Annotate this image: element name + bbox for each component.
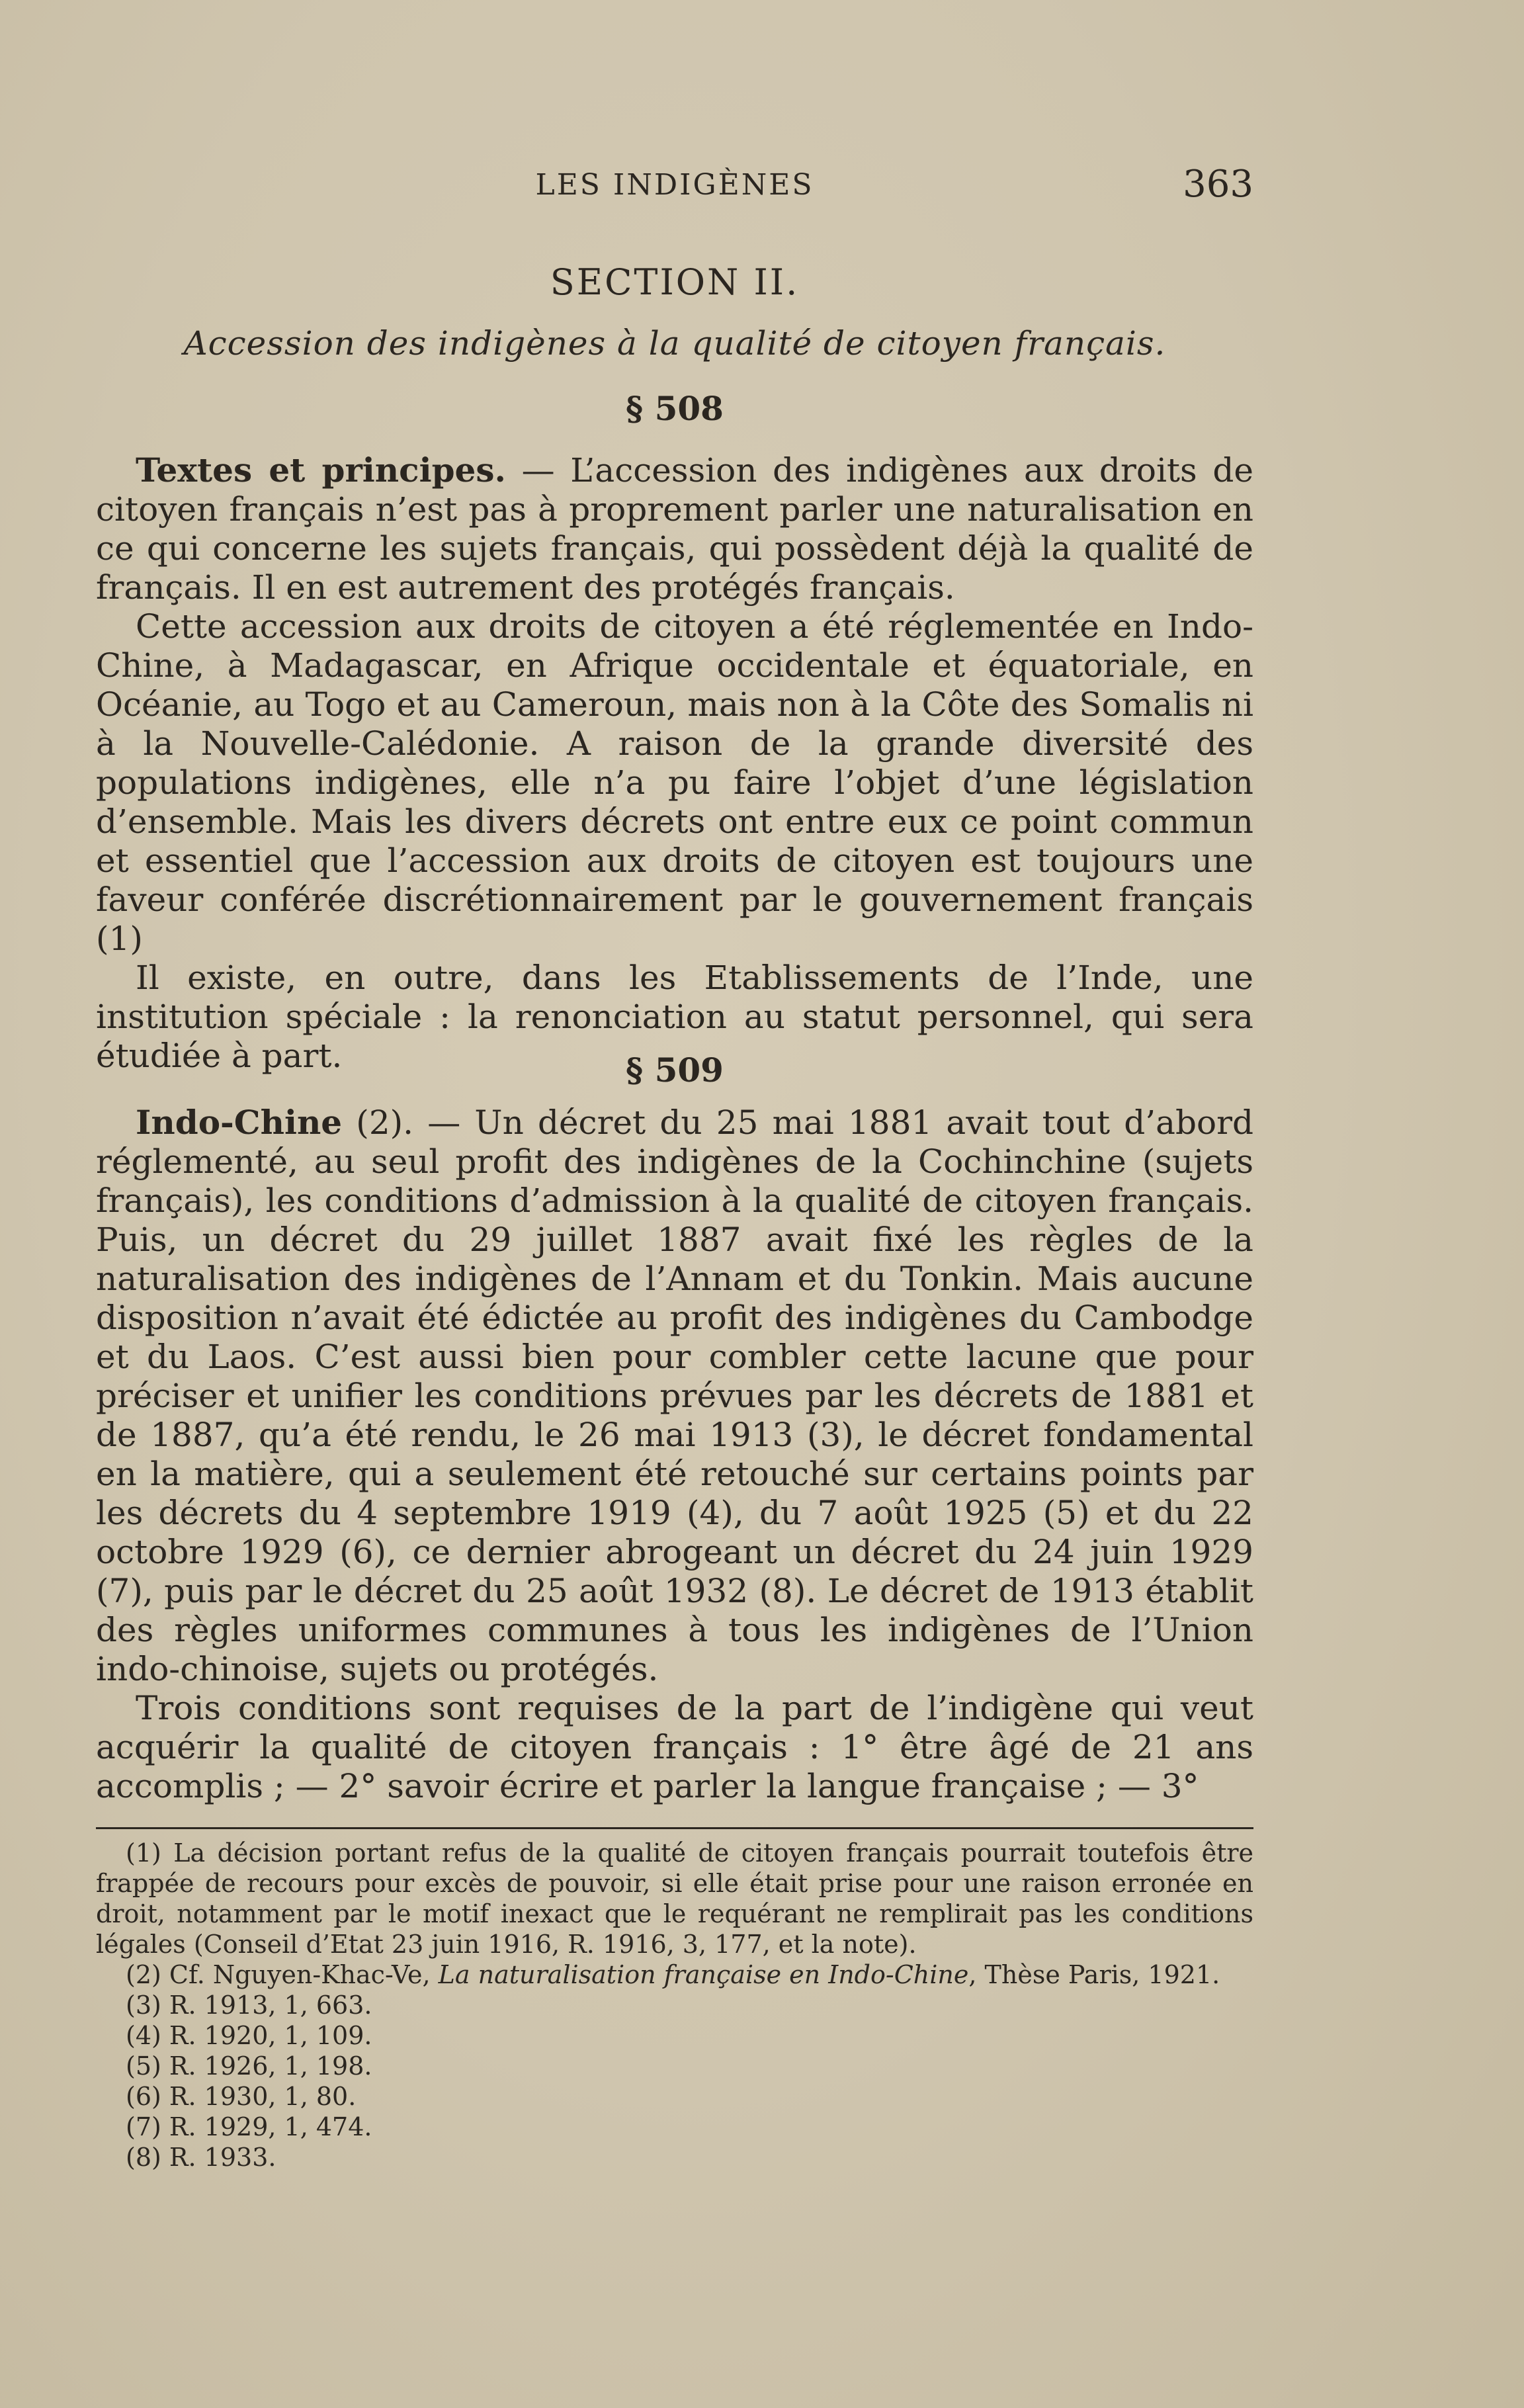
paragraph-509-second: Trois conditions sont requises de la part de l’indigène qui veut acquérir la qualité de citoyen français : 1° être âgé de 21 ans accomplis ; — 2° savoir écrire et parler la langue française ; — 3° [96,1689,1253,1805]
paragraph-508-second: Cette accession aux droits de citoyen a été réglementée en Indo-Chine, à Madagascar, en Afrique occidentale et équatoriale, en Océanie, au Togo et au Cameroun, mais non à la Côte des Somalis ni à la Nouvelle-Calédonie. A raison de la grande diversité des populations indigènes, elle n’a pu faire l’objet d’une législation d’ensemble. Mais les divers décrets ont entre eux ce point commun et essentiel que l’accession aux droits de citoyen est toujours une faveur conférée discrétionnairement par le gouvernement français (1) [96,607,1253,958]
paragraph-508-body [96,451,1253,1076]
paragraph-509-lead: Indo-Chine [136,1103,343,1142]
paragraph-number-508: § 508 [626,389,724,428]
footnote-2-title: La naturalisation française en Indo-Chine [438,1960,969,1989]
page-header [96,159,1253,212]
paragraph-number-509: § 509 [626,1051,724,1090]
footnote-3: (3) R. 1913, 1, 663. [126,1991,372,2020]
page-number: 363 [1183,163,1253,206]
section-heading: SECTION II. [550,261,800,303]
paragraph-508-first [96,451,1253,607]
footnote-7: (7) R. 1929, 1, 474. [126,2112,372,2141]
footnote-divider [96,1827,1253,1829]
footnote-4: (4) R. 1920, 1, 109. [126,2021,372,2050]
footnotes [96,1838,1253,2172]
paragraph-508-text: — L’accession des indigènes aux droits de citoyen français n’est pas à proprement parler une naturalisation en ce qui concerne les sujets français, qui possèdent déjà la qualité de français. Il en est autrement des protégés français. [96,451,1253,607]
paragraph-509-body [96,1103,1253,1806]
footnote-5: (5) R. 1926, 1, 198. [126,2051,372,2081]
footnote-1: (1) La décision portant refus de la qualité de citoyen français pourrait toutefois être frappée de recours pour excès de pouvoir, si elle était prise pour une raison erronée en droit, notamment par le motif inexact que le requérant ne remplirait pas les conditions légales (Conseil d’Etat 23 juin 1916, R. 1916, 3, 177, et la note). [96,1838,1253,1959]
paragraph-508-third: Il existe, en outre, dans les Etablissements de l’Inde, une institution spéciale : la renonciation au statut personnel, qui sera étudiée à part. [96,959,1253,1075]
footnote-2-suffix: , Thèse Paris, 1921. [968,1960,1220,1989]
footnote-8: (8) R. 1933. [126,2143,276,2172]
paragraph-509-first [96,1103,1253,1689]
paragraph-509-text: (2). — Un décret du 25 mai 1881 avait tout d’abord réglementé, au seul profit des indigènes de la Cochinchine (sujets français), les conditions d’admission à la qualité de citoyen français. Puis, un décret du 29 juillet 1887 avait fixé les règles de la naturalisation des indigènes de l’Annam et du Tonkin. Mais aucune disposition n’avait été édictée au profit des indigènes du Cambodge et du Laos. C’est aussi bien pour combler cette lacune que pour préciser et unifier les conditions prévues par les décrets de 1881 et de 1887, qu’a été rendu, le 26 mai 1913 (3), le décret fondamental en la matière, qui a seulement été retouché sur certains points par les décrets du 4 septembre 1919 (4), du 7 août 1925 (5) et du 22 octobre 1929 (6), ce dernier abrogeant un décret du 24 juin 1929 (7), puis par le décret du 25 août 1932 (8). Le décret de 1913 établit des règles uniformes communes à tous les indigènes de l’Union indo-chinoise, sujets ou protégés. [96,1103,1253,1688]
paragraph-508-lead: Textes et principes. [136,451,506,490]
section-subtitle: Accession des indigènes à la qualité de citoyen français. [183,324,1166,363]
footnote-2-prefix: (2) Cf. Nguyen-Khac-Ve, [126,1960,439,1989]
footnote-2 [96,1959,1253,1990]
footnote-6: (6) R. 1930, 1, 80. [126,2082,357,2111]
running-title: LES INDIGÈNES [535,168,814,202]
